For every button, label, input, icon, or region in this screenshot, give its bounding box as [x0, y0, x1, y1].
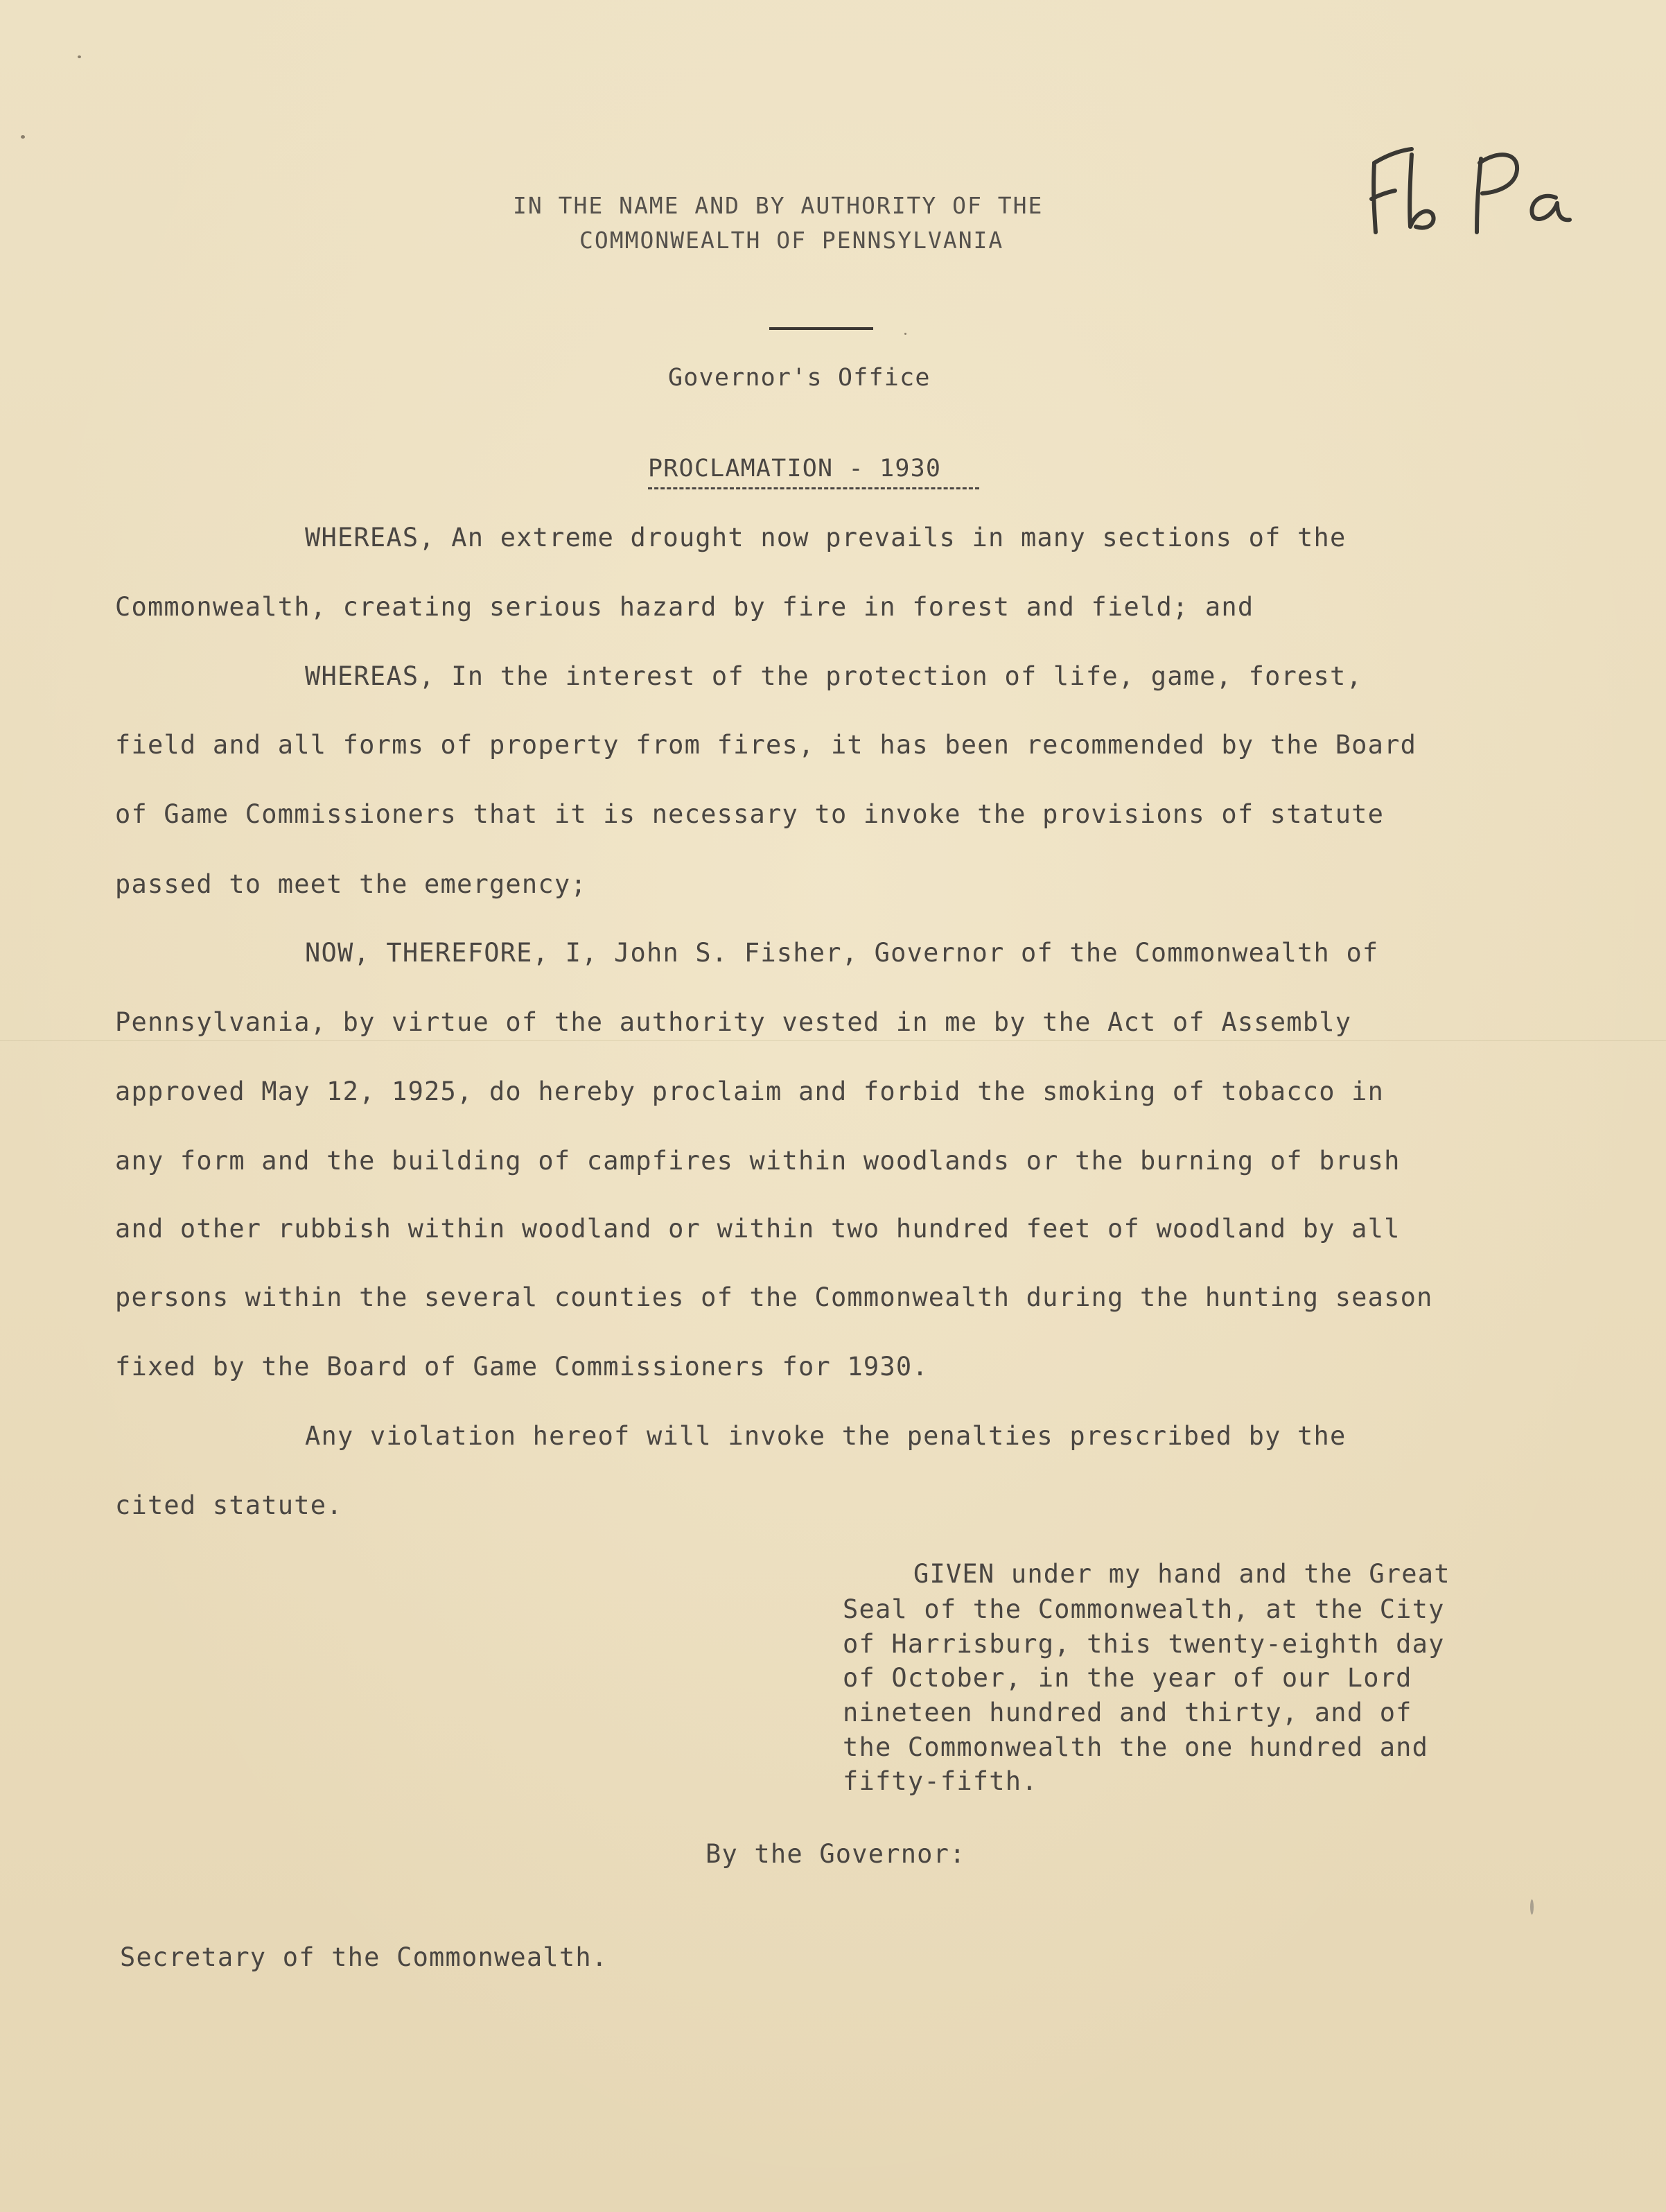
body-line-5: of Game Commissioners that it is necessary to invoke the provisions of statute — [115, 799, 1385, 829]
header-line-1: IN THE NAME AND BY AUTHORITY OF THE — [513, 192, 1044, 219]
body-line-7: NOW, THEREFORE, I, John S. Fisher, Governor of the Commonwealth of — [305, 938, 1379, 968]
header-line-2: COMMONWEALTH OF PENNSYLVANIA — [579, 227, 1004, 254]
body-line-12: persons within the several counties of the Commonwealth during the hunting season — [115, 1282, 1433, 1312]
paper-fold-line — [0, 1040, 1666, 1041]
body-line-13: fixed by the Board of Game Commissioners for 1930. — [115, 1352, 929, 1382]
body-line-1: WHEREAS, An extreme drought now prevails in many sections of the — [305, 523, 1347, 552]
office-title: Governor's Office — [668, 364, 931, 392]
handwritten-note — [1355, 135, 1604, 253]
body-line-9: approved May 12, 1925, do hereby proclaim and forbid the smoking of tobacco in — [115, 1077, 1385, 1106]
decorative-rule — [769, 327, 873, 330]
body-line-11: and other rubbish within woodland or within two hundred feet of woodland by all — [115, 1214, 1401, 1244]
given-line-2: Seal of the Commonwealth, at the City — [843, 1594, 1445, 1624]
by-the-governor: By the Governor: — [705, 1839, 966, 1869]
body-line-6: passed to meet the emergency; — [115, 869, 587, 899]
body-line-4: field and all forms of property from fires, it has been recommended by the Board — [115, 730, 1417, 760]
given-line-7: fifty-fifth. — [843, 1766, 1038, 1796]
body-line-8: Pennsylvania, by virtue of the authority vested in me by the Act of Assembly — [115, 1007, 1352, 1037]
given-line-4: of October, in the year of our Lord — [843, 1663, 1412, 1693]
given-line-3: of Harrisburg, this twenty-eighth day — [843, 1629, 1445, 1659]
given-line-1: GIVEN under my hand and the Great — [913, 1559, 1450, 1589]
body-line-2: Commonwealth, creating serious hazard by fire in forest and field; and — [115, 592, 1254, 622]
paper-speck — [21, 135, 25, 139]
paper-speck — [904, 333, 906, 335]
proclamation-title: PROCLAMATION - 1930 — [648, 455, 942, 482]
body-line-10: any form and the building of campfires within woodlands or the burning of brush — [115, 1146, 1401, 1176]
secretary-line: Secretary of the Commonwealth. — [120, 1942, 608, 1972]
paper-speck — [1530, 1899, 1534, 1915]
proclamation-title-underline — [648, 487, 979, 489]
given-line-5: nineteen hundred and thirty, and of — [843, 1698, 1412, 1727]
body-line-14: Any violation hereof will invoke the penalties prescribed by the — [305, 1421, 1347, 1451]
given-line-6: the Commonwealth the one hundred and — [843, 1732, 1429, 1762]
paper-speck — [78, 55, 81, 58]
body-line-15: cited statute. — [115, 1490, 343, 1520]
body-line-3: WHEREAS, In the interest of the protection of life, game, forest, — [305, 661, 1362, 691]
